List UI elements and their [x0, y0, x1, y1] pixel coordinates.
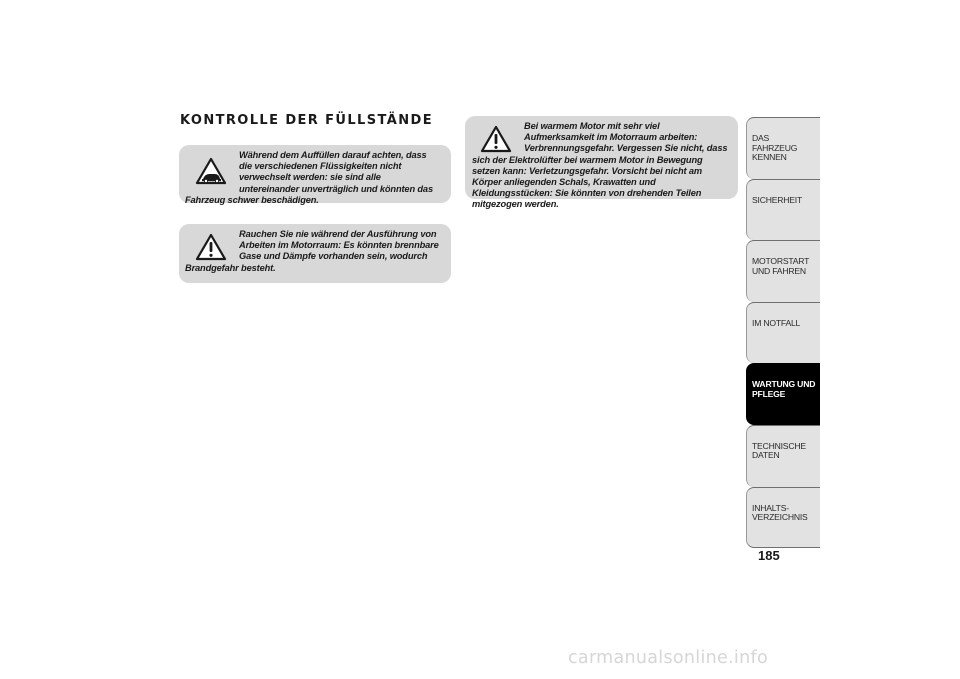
warning-text: Rauchen Sie nie während der Ausführung von Arbeiten im Motorraum: Es könnten brennbare Gase und Dämpfe vorhanden sein, wodurch Brandgefahr besteht. [185, 229, 439, 273]
warning-box-fluids [179, 145, 451, 203]
tab-sicherheit[interactable]: SICHERHEIT [746, 179, 820, 241]
tab-motorstart-und-fahren[interactable]: MOTORSTART UND FAHREN [746, 240, 820, 302]
section-title: KONTROLLE DER FÜLLSTÄNDE [180, 113, 433, 128]
tab-technische-daten[interactable]: TECHNISCHE DATEN [746, 425, 820, 487]
warning-triangle-icon [195, 233, 227, 261]
warning-box-hot-engine [465, 116, 738, 210]
warning-text: Bei warmem Motor mit sehr viel Aufmerksamkeit im Motorraum arbeiten: Verbrennungsgefahr. Vergessen Sie nicht, dass sich der Elektrolüfter bei warmem Motor in Bewegung setzen kann: Verletzungsgefahr. Vorsicht bei nicht am Körper anliegenden Schals, Krawatten und Kleidungsstücken: Sie könnten von drehenden Teilen mitgezogen werden. [472, 121, 728, 210]
tab-im-notfall[interactable]: IM NOTFALL [746, 302, 820, 364]
warning-box-smoking [179, 224, 451, 283]
tab-das-fahrzeug-kennen[interactable]: DAS FAHRZEUG KENNEN [746, 117, 820, 179]
page-number: 185 [758, 548, 780, 563]
warning-text: Während dem Auffüllen darauf achten, dass die verschiedenen Flüssigkeiten nicht verwechselt werden: sie sind alle untereinander unverträglich und könnten das Fahrzeug schwer beschädigen. [185, 150, 433, 205]
tab-wartung-und-pflege[interactable]: WARTUNG UND PFLEGE [746, 363, 820, 425]
tab-inhaltsverzeichnis[interactable]: INHALTS-VERZEICHNIS [746, 487, 820, 549]
chapter-tabs [746, 117, 820, 548]
fluid-warning-icon [195, 157, 227, 185]
watermark: carmanualsonline.info [568, 648, 768, 668]
warning-triangle-icon [480, 125, 512, 153]
